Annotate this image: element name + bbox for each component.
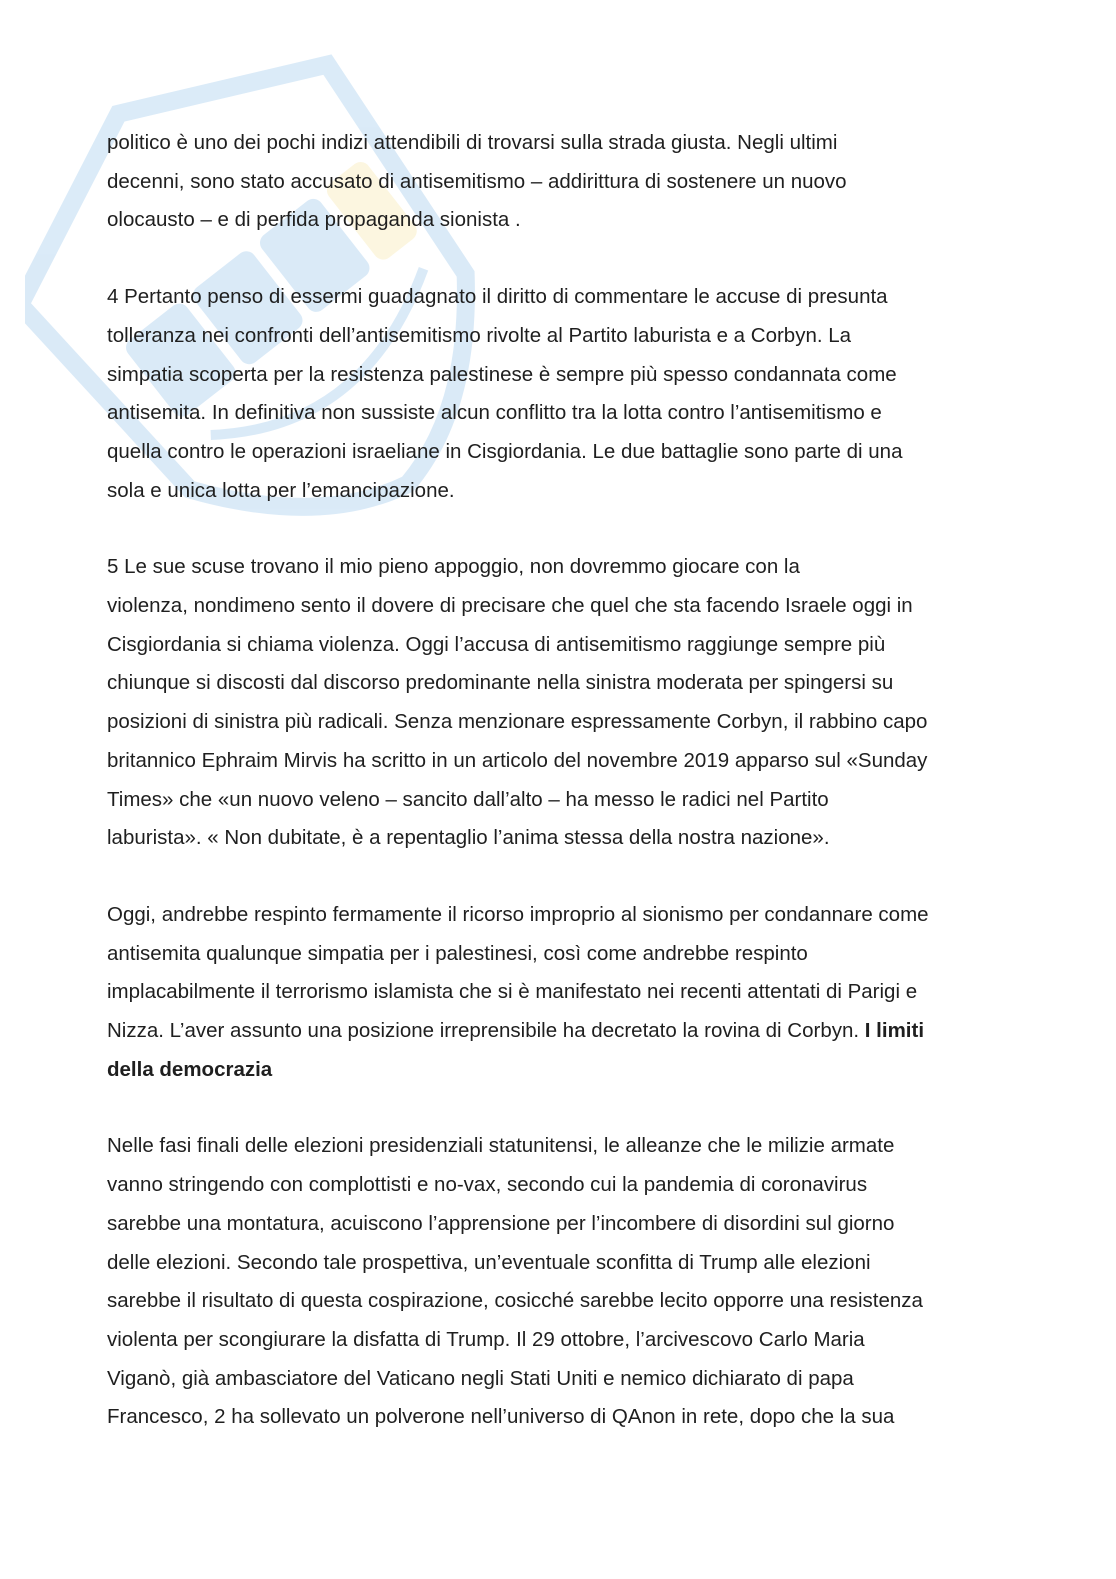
text-line: simpatia scoperta per la resistenza palestinese è sempre più spesso condannata come: [107, 362, 897, 386]
paragraph-4: [107, 896, 1007, 1090]
text-line: antisemita qualunque simpatia per i palestinesi, così come andrebbe respinto: [107, 941, 808, 965]
text-line: quella contro le operazioni israeliane in Cisgiordania. Le due battaglie sono parte di una: [107, 439, 903, 463]
text-line: delle elezioni. Secondo tale prospettiva, un’eventuale sconfitta di Trump alle elezioni: [107, 1250, 871, 1274]
text-line: sola e unica lotta per l’emancipazione.: [107, 478, 455, 502]
text-line: Nizza. L’aver assunto una posizione irreprensibile ha decretato la rovina di Corbyn.: [107, 1019, 865, 1043]
text-line: tolleranza nei confronti dell’antisemitismo rivolte al Partito laburista e a Corbyn. La: [107, 323, 852, 347]
text-line: britannico Ephraim Mirvis ha scritto in un articolo del novembre 2019 apparso sul «Sunday: [107, 748, 928, 772]
text-line: 4 Pertanto penso di essermi guadagnato il diritto di commentare le accuse di presunta: [107, 285, 888, 309]
text-line: Nelle fasi finali delle elezioni presidenziali statunitensi, le alleanze che le milizie armate: [107, 1134, 895, 1158]
text-line: Times» che «un nuovo veleno – sancito dall’alto – ha messo le radici nel Partito: [107, 787, 829, 811]
text-line: laburista». « Non dubitate, è a repentaglio l’anima stessa della nostra nazione».: [107, 826, 830, 850]
paragraph-5: [107, 1127, 1007, 1437]
text-line: 5 Le sue scuse trovano il mio pieno appoggio, non dovremmo giocare con la: [107, 555, 800, 579]
section-heading-part-1: I limiti: [864, 1019, 925, 1043]
text-line: violenza, nondimeno sento il dovere di precisare che quel che sta facendo Israele oggi in: [107, 594, 913, 618]
document-body: [107, 124, 1007, 1475]
section-heading-part-2: della democrazia: [107, 1057, 273, 1081]
text-line: violenta per scongiurare la disfatta di Trump. Il 29 ottobre, l’arcivescovo Carlo Maria: [107, 1327, 865, 1351]
text-line: politico è uno dei pochi indizi attendibili di trovarsi sulla strada giusta. Negli ultimi: [107, 131, 838, 154]
text-line: antisemita. In definitiva non sussiste alcun conflitto tra la lotta contro l’antisemitismo e: [107, 401, 882, 425]
text-line-with-heading: [107, 1012, 1007, 1051]
text-line: chiunque si discosti dal discorso predominante nella sinistra moderata per spingersi su: [107, 671, 894, 695]
text-line: posizioni di sinistra più radicali. Senza menzionare espressamente Corbyn, il rabbino capo: [107, 710, 928, 734]
text-line: Oggi, andrebbe respinto fermamente il ricorso improprio al sionismo per condannare come: [107, 902, 929, 926]
text-line: vanno stringendo con complottisti e no-vax, secondo cui la pandemia di coronavirus: [107, 1173, 868, 1197]
text-line: Francesco, 2 ha sollevato un polverone nell’universo di QAnon in rete, dopo che la sua: [107, 1405, 895, 1429]
text-line: Cisgiordania si chiama violenza. Oggi l’accusa di antisemitismo raggiunge sempre più: [107, 632, 886, 656]
text-line: decenni, sono stato accusato di antisemitismo – addirittura di sostenere un nuovo: [107, 169, 847, 193]
paragraph-3: [107, 548, 1007, 858]
text-line: sarebbe il risultato di questa cospirazione, cosicché sarebbe lecito opporre una resistenza: [107, 1289, 923, 1313]
paragraph-2: [107, 278, 1007, 510]
text-line: olocausto – e di perfida propaganda sionista .: [107, 208, 521, 232]
text-line: Viganò, già ambasciatore del Vaticano negli Stati Uniti e nemico dichiarato di papa: [107, 1366, 854, 1390]
text-line: sarebbe una montatura, acuiscono l’apprensione per l’incombere di disordini sul giorno: [107, 1211, 895, 1235]
paragraph-1: [107, 124, 1007, 240]
text-line: implacabilmente il terrorismo islamista che si è manifestato nei recenti attentati di Parigi e: [107, 980, 918, 1004]
